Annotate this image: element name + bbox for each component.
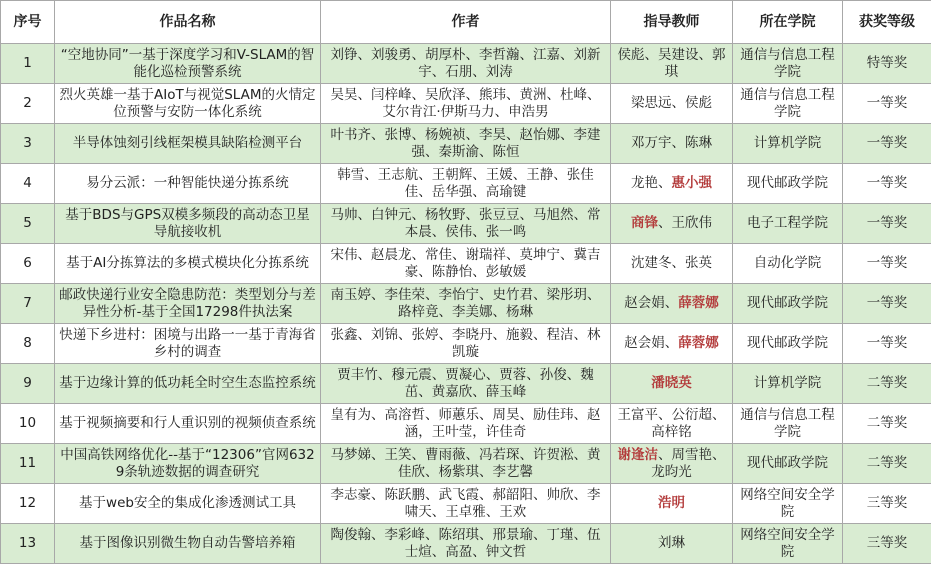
cell-authors: 叶书齐、张博、杨婉祯、李昊、赵怡娜、李建强、秦斯渝、陈恒 bbox=[321, 124, 611, 164]
table-row bbox=[1, 204, 931, 244]
advisor-name: 沈建冬 bbox=[631, 255, 672, 271]
cell-authors: 张鑫、刘锦、张婷、李晓丹、施毅、程洁、林凯璇 bbox=[321, 324, 611, 364]
cell-college: 通信与信息工程学院 bbox=[733, 404, 843, 444]
advisor-name: 王欣伟 bbox=[671, 215, 712, 231]
table-row bbox=[1, 524, 931, 564]
cell-college: 网络空间安全学院 bbox=[733, 524, 843, 564]
cell-college: 计算机学院 bbox=[733, 364, 843, 404]
advisor-name: 张英 bbox=[685, 255, 712, 271]
table-row bbox=[1, 404, 931, 444]
cell-authors: 李志豪、陈跃鹏、武飞霞、郝韶阳、帅欣、李啸天、王卓雅、王欢 bbox=[321, 484, 611, 524]
cell-award: 一等奖 bbox=[843, 84, 931, 124]
cell-advisors bbox=[611, 44, 733, 84]
advisor-name: 、 bbox=[712, 446, 726, 463]
cell-authors: 马帅、白钟元、杨牧野、张豆豆、马旭然、常本晨、侯伟、张一鸣 bbox=[321, 204, 611, 244]
cell-advisors bbox=[611, 84, 733, 124]
table-row bbox=[1, 484, 931, 524]
cell-no: 7 bbox=[1, 284, 55, 324]
cell-title: “空地协同”一基于深度学习和V-SLAM的智能化巡检预警系统 bbox=[55, 44, 321, 84]
table-body bbox=[1, 44, 931, 564]
cell-authors: 贾丰竹、穆元震、贾凝心、贾蓉、孙俊、魏茁、黄嘉欣、薛玉峰 bbox=[321, 364, 611, 404]
advisor-name-highlighted: 潘晓英 bbox=[651, 375, 692, 391]
cell-authors: 陶俊翰、李彩峰、陈绍琪、邢景瑜、丁瑾、伍士煊、高盈、钟文哲 bbox=[321, 524, 611, 564]
table-row bbox=[1, 124, 931, 164]
cell-advisors bbox=[611, 244, 733, 284]
cell-title: 基于视频摘要和行人重识别的视频侦查系统 bbox=[55, 404, 321, 444]
cell-award: 一等奖 bbox=[843, 124, 931, 164]
table-row bbox=[1, 444, 931, 484]
cell-college: 自动化学院 bbox=[733, 244, 843, 284]
cell-no: 2 bbox=[1, 84, 55, 124]
cell-title: 基于AI分拣算法的多模式模块化分拣系统 bbox=[55, 244, 321, 284]
cell-no: 13 bbox=[1, 524, 55, 564]
cell-title: 基于图像识别微生物自动告警培养箱 bbox=[55, 524, 321, 564]
cell-no: 12 bbox=[1, 484, 55, 524]
cell-authors: 皇有为、高溶哲、师蕙乐、周昊、励佳玮、赵涵，王叶莹，许佳奇 bbox=[321, 404, 611, 444]
cell-award: 一等奖 bbox=[843, 244, 931, 284]
cell-no: 9 bbox=[1, 364, 55, 404]
advisor-name: 邓万宇 bbox=[631, 135, 672, 151]
cell-award: 二等奖 bbox=[843, 404, 931, 444]
table-row bbox=[1, 44, 931, 84]
cell-advisors bbox=[611, 444, 733, 484]
advisor-name: 、 bbox=[664, 335, 679, 351]
advisor-name-highlighted: 薛蓉娜 bbox=[678, 335, 719, 351]
cell-advisors bbox=[611, 124, 733, 164]
cell-no: 10 bbox=[1, 404, 55, 444]
cell-award: 三等奖 bbox=[843, 524, 931, 564]
advisor-name: 、 bbox=[671, 255, 685, 271]
cell-advisors bbox=[611, 164, 733, 204]
cell-award: 二等奖 bbox=[843, 364, 931, 404]
advisor-name-highlighted: 谢逢洁 bbox=[617, 446, 658, 463]
advisor-name: 郭琪 bbox=[664, 46, 726, 80]
cell-advisors bbox=[611, 364, 733, 404]
advisor-name: 梁思远 bbox=[631, 95, 672, 111]
advisor-name: 、 bbox=[671, 95, 685, 111]
header-no: 序号 bbox=[1, 1, 55, 44]
advisor-name: 刘琳 bbox=[658, 535, 685, 551]
advisor-name: 赵会娟 bbox=[624, 335, 665, 351]
cell-college: 电子工程学院 bbox=[733, 204, 843, 244]
advisor-name: 、 bbox=[712, 406, 726, 423]
advisor-name: 陈琳 bbox=[685, 135, 712, 151]
cell-advisors bbox=[611, 404, 733, 444]
cell-college: 现代邮政学院 bbox=[733, 284, 843, 324]
cell-authors: 马梦娣、王笑、曹雨薇、冯若琛、许贺淞、黄佳欣、杨紫琪、李艺馨 bbox=[321, 444, 611, 484]
cell-award: 一等奖 bbox=[843, 204, 931, 244]
header-title: 作品名称 bbox=[55, 1, 321, 44]
advisor-name: 赵会娟 bbox=[624, 295, 665, 311]
table-row bbox=[1, 244, 931, 284]
cell-title: 易分云派：一种智能快递分拣系统 bbox=[55, 164, 321, 204]
table-row bbox=[1, 364, 931, 404]
cell-title: 基于边缘计算的低功耗全时空生态监控系统 bbox=[55, 364, 321, 404]
cell-award: 一等奖 bbox=[843, 164, 931, 204]
cell-award: 特等奖 bbox=[843, 44, 931, 84]
cell-advisors bbox=[611, 284, 733, 324]
cell-award: 三等奖 bbox=[843, 484, 931, 524]
cell-advisors bbox=[611, 204, 733, 244]
advisor-name: 、 bbox=[658, 175, 672, 191]
cell-college: 现代邮政学院 bbox=[733, 324, 843, 364]
advisor-name: 、 bbox=[658, 446, 672, 463]
cell-award: 一等奖 bbox=[843, 324, 931, 364]
cell-title: 邮政快递行业安全隐患防范：类型划分与差异性分析-基于全国17298件执法案 bbox=[55, 284, 321, 324]
table-row bbox=[1, 284, 931, 324]
cell-no: 4 bbox=[1, 164, 55, 204]
header-college: 所在学院 bbox=[733, 1, 843, 44]
advisor-name: 吴建设 bbox=[658, 46, 699, 63]
table-row bbox=[1, 84, 931, 124]
advisor-name: 、 bbox=[698, 46, 712, 63]
advisor-name: 、 bbox=[664, 295, 679, 311]
cell-college: 现代邮政学院 bbox=[733, 164, 843, 204]
advisor-name-highlighted: 薛蓉娜 bbox=[678, 295, 719, 311]
cell-title: 烈火英雄一基于AIoT与视觉SLAM的火情定位预警与安防一体化系统 bbox=[55, 84, 321, 124]
cell-college: 计算机学院 bbox=[733, 124, 843, 164]
advisor-name: 高梓铭 bbox=[651, 423, 692, 440]
cell-no: 3 bbox=[1, 124, 55, 164]
cell-no: 1 bbox=[1, 44, 55, 84]
cell-no: 5 bbox=[1, 204, 55, 244]
cell-award: 一等奖 bbox=[843, 284, 931, 324]
cell-advisors bbox=[611, 484, 733, 524]
cell-college: 通信与信息工程学院 bbox=[733, 84, 843, 124]
cell-no: 11 bbox=[1, 444, 55, 484]
table-row bbox=[1, 164, 931, 204]
cell-advisors bbox=[611, 324, 733, 364]
cell-title: 基于web安全的集成化渗透测试工具 bbox=[55, 484, 321, 524]
header-row bbox=[1, 1, 931, 44]
advisor-name-highlighted: 惠小强 bbox=[671, 175, 712, 191]
header-authors: 作者 bbox=[321, 1, 611, 44]
cell-advisors bbox=[611, 524, 733, 564]
cell-college: 现代邮政学院 bbox=[733, 444, 843, 484]
advisor-name: 周雪艳 bbox=[671, 446, 712, 463]
cell-title: 基于BDS与GPS双模多频段的高动态卫星导航接收机 bbox=[55, 204, 321, 244]
header-advisors: 指导教师 bbox=[611, 1, 733, 44]
advisor-name: 、 bbox=[671, 135, 685, 151]
cell-award: 二等奖 bbox=[843, 444, 931, 484]
advisor-name: 侯彪 bbox=[617, 46, 645, 63]
advisor-name: 公衍超 bbox=[671, 406, 712, 423]
advisor-name-highlighted: 商锋 bbox=[631, 215, 658, 231]
cell-no: 6 bbox=[1, 244, 55, 284]
cell-college: 网络空间安全学院 bbox=[733, 484, 843, 524]
cell-title: 半导体蚀刻引线框架模具缺陷检测平台 bbox=[55, 124, 321, 164]
advisor-name: 侯彪 bbox=[685, 95, 712, 111]
advisor-name: 、 bbox=[658, 406, 672, 423]
cell-title: 中国高铁网络优化--基于“12306”官网6329条轨迹数据的调查研究 bbox=[55, 444, 321, 484]
advisor-name-highlighted: 浩明 bbox=[658, 495, 685, 511]
table-row bbox=[1, 324, 931, 364]
header-award: 获奖等级 bbox=[843, 1, 931, 44]
advisor-name: 龙昀光 bbox=[651, 463, 692, 480]
cell-college: 通信与信息工程学院 bbox=[733, 44, 843, 84]
cell-authors: 吴昊、闫梓峰、吴欣泽、熊玮、黄洲、杜峰、艾尔肯江·伊斯马力、申浩男 bbox=[321, 84, 611, 124]
advisor-name: 王富平 bbox=[617, 406, 658, 423]
cell-title: 快递下乡进村：困境与出路一一基于青海省乡村的调查 bbox=[55, 324, 321, 364]
advisor-name: 、 bbox=[644, 46, 658, 63]
cell-authors: 韩雪、王志航、王朝辉、王媛、王静、张佳佳、岳华强、高瑜键 bbox=[321, 164, 611, 204]
advisor-name: 龙艳 bbox=[631, 175, 658, 191]
advisor-name: 、 bbox=[658, 215, 672, 231]
cell-authors: 南玉婷、李佳荣、李怡宁、史竹君、梁彤玥、路梓竟、李美娜、杨琳 bbox=[321, 284, 611, 324]
cell-no: 8 bbox=[1, 324, 55, 364]
cell-authors: 宋伟、赵晨龙、常佳、谢瑞祥、莫坤宁、冀吉豪、陈静怡、彭敏媛 bbox=[321, 244, 611, 284]
cell-authors: 刘铮、刘骏勇、胡厚朴、李哲瀚、江嘉、刘新宇、石朋、刘涛 bbox=[321, 44, 611, 84]
